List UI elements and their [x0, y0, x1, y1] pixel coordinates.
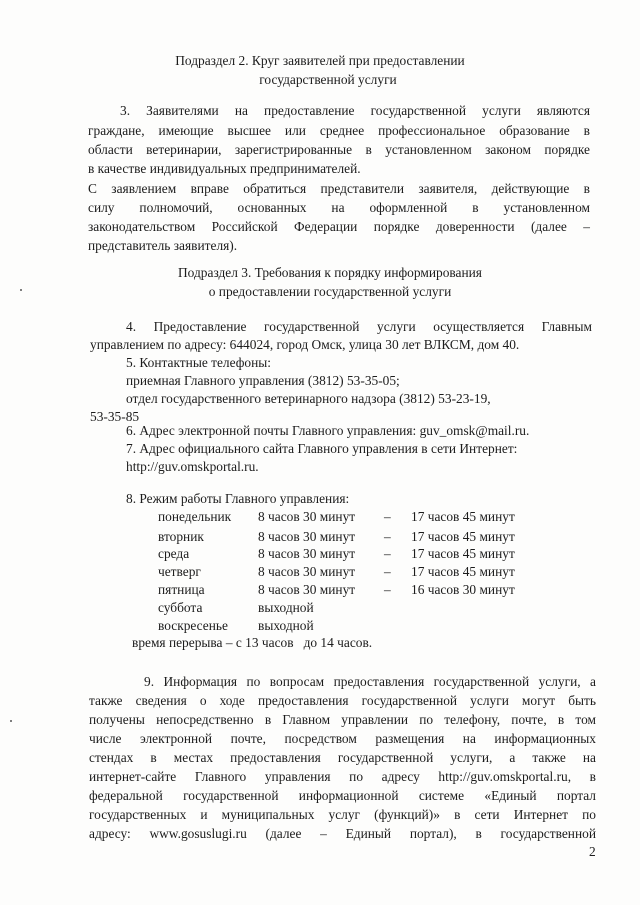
schedule-from: выходной [258, 600, 314, 615]
schedule-dash: – [384, 546, 391, 561]
paragraph-4-line-2: управлением по адресу: 644024, город Омск, улица 30 лет ВЛКСМ, дом 40. [90, 337, 520, 352]
schedule-from: 8 часов 30 минут [258, 546, 356, 561]
break-time: время перерыва – с 13 часов до 14 часов. [132, 635, 373, 650]
scan-speck [20, 289, 22, 291]
schedule-to: 17 часов 45 минут [411, 564, 515, 579]
schedule-to: 16 часов 30 минут [411, 582, 515, 597]
schedule-day: вторник [158, 529, 204, 544]
subsection-3-title-line-1: Подраздел 3. Требования к порядку информирования [178, 265, 482, 280]
schedule-dash: – [384, 529, 391, 544]
paragraph-9-line-4: числе электронной почте, посредством размещения на информационных [89, 731, 596, 746]
paragraph-8-title: 8. Режим работы Главного управления: [126, 491, 350, 506]
paragraph-3-line-1: 3. Заявителями на предоставление государственной услуги являются [120, 103, 590, 118]
paragraph-5-line-4: 53-35-85 [90, 409, 140, 424]
schedule-to: 17 часов 45 минут [411, 509, 515, 524]
paragraph-3-line-2: граждане, имеющие высшее или среднее профессиональное образование в [88, 123, 590, 138]
paragraph-3-line-8: представитель заявителя). [88, 238, 238, 253]
schedule-day: пятница [158, 582, 205, 597]
schedule-to: 17 часов 45 минут [411, 529, 515, 544]
paragraph-3-line-6: силу полномочий, основанных на оформленной в установленном [88, 200, 590, 215]
schedule-from: 8 часов 30 минут [258, 564, 356, 579]
paragraph-5-line-3: отдел государственного ветеринарного надзора (3812) 53-23-19, [126, 391, 491, 406]
schedule-from: 8 часов 30 минут [258, 582, 356, 597]
page-number: 2 [589, 844, 596, 859]
paragraph-5-line-2: приемная Главного управления (3812) 53-35-05; [126, 373, 400, 388]
schedule-dash: – [384, 509, 391, 524]
schedule-dash: – [384, 564, 391, 579]
paragraph-7-line-2: http://guv.omskportal.ru. [126, 459, 259, 474]
schedule-from: 8 часов 30 минут [258, 529, 356, 544]
paragraph-3-line-4: в качестве индивидуальных предпринимателей. [88, 161, 361, 176]
paragraph-7-line-1: 7. Адрес официального сайта Главного управления в сети Интернет: [126, 441, 518, 456]
paragraph-9-line-2: также сведения о ходе предоставления государственной услуги могут быть [89, 693, 596, 708]
schedule-to: 17 часов 45 минут [411, 546, 515, 561]
paragraph-9-line-7: федеральной государственной информационной системе «Единый портал [89, 788, 596, 803]
schedule-day: суббота [158, 600, 203, 615]
paragraph-9-line-6: интернет-сайте Главного управления по адресу http://guv.omskportal.ru, в [89, 769, 596, 784]
paragraph-9-line-1: 9. Информация по вопросам предоставления государственной услуги, а [144, 674, 596, 689]
paragraph-9-line-5: стендах в местах предоставления государственной услуги, а также на [89, 750, 596, 765]
paragraph-9-line-9: адресу: www.gosuslugi.ru (далее – Единый портал), в государственной [89, 826, 596, 841]
schedule-from: выходной [258, 618, 314, 633]
paragraph-5-line-1: 5. Контактные телефоны: [126, 355, 271, 370]
subsection-2-title-line-1: Подраздел 2. Круг заявителей при предоставлении [175, 53, 465, 68]
paragraph-4-line-1: 4. Предоставление государственной услуги осуществляется Главным [126, 319, 592, 334]
subsection-2-title-line-2: государственной услуги [259, 72, 397, 87]
paragraph-3-line-7: законодательством Российской Федерации порядке доверенности (далее – [88, 219, 590, 234]
paragraph-9-line-3: получены непосредственно в Главном управлении по телефону, почте, в том [89, 712, 596, 727]
paragraph-3-line-5: С заявлением вправе обратиться представители заявителя, действующие в [88, 181, 590, 196]
schedule-dash: – [384, 582, 391, 597]
schedule-day: четверг [158, 564, 201, 579]
subsection-3-title-line-2: о предоставлении государственной услуги [208, 284, 452, 299]
schedule-day: понедельник [158, 509, 232, 524]
scan-speck [10, 720, 12, 722]
schedule-day: среда [158, 546, 190, 561]
schedule-day: воскресенье [158, 618, 228, 633]
paragraph-3-line-3: области ветеринарии, зарегистрированные в установленном законом порядке [88, 142, 590, 157]
paragraph-9-line-8: государственных и муниципальных услуг (функций)» в сети Интернет по [89, 807, 596, 822]
schedule-from: 8 часов 30 минут [258, 509, 356, 524]
paragraph-6-line-1: 6. Адрес электронной почты Главного управления: guv_omsk@mail.ru. [126, 423, 530, 438]
